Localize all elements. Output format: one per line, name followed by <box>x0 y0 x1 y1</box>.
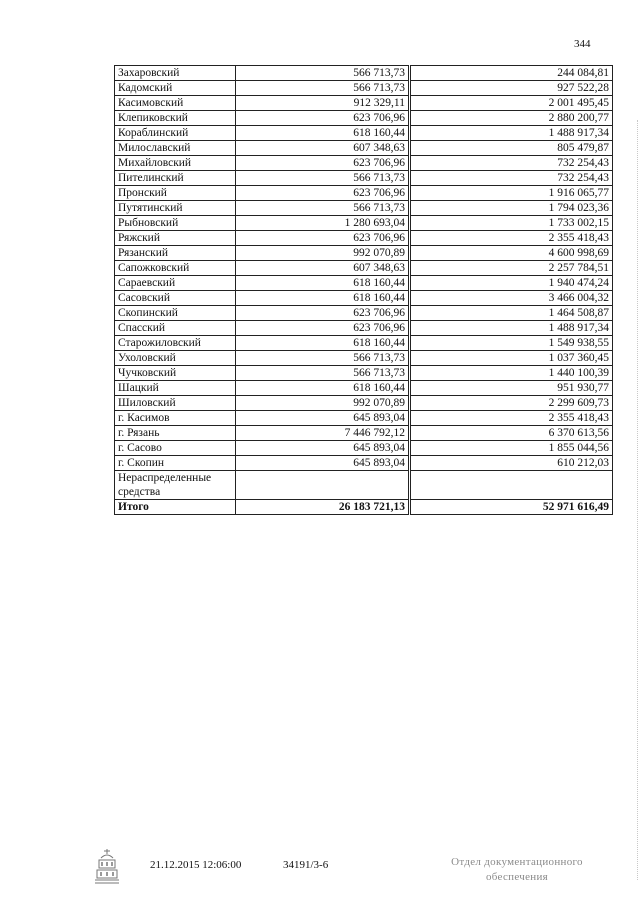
amount-2-cell: 732 254,43 <box>410 171 613 186</box>
table-row <box>115 96 613 111</box>
table-row <box>115 471 613 500</box>
district-name-cell: Пронский <box>115 186 236 201</box>
district-name-cell: г. Скопин <box>115 456 236 471</box>
amount-1-cell: 623 706,96 <box>236 111 410 126</box>
amount-1-cell: 607 348,63 <box>236 261 410 276</box>
district-name-cell: Шацкий <box>115 381 236 396</box>
footer-doc-number: 34191/3-6 <box>283 859 329 871</box>
amount-1-cell: 566 713,73 <box>236 366 410 381</box>
district-name-cell: Старожиловский <box>115 336 236 351</box>
table-total-row <box>115 500 613 515</box>
amount-2-cell: 951 930,77 <box>410 381 613 396</box>
table-row <box>115 156 613 171</box>
amount-2-cell: 2 355 418,43 <box>410 231 613 246</box>
district-name-cell: г. Сасово <box>115 441 236 456</box>
district-name-cell: Чучковский <box>115 366 236 381</box>
amount-2-cell: 1 464 508,87 <box>410 306 613 321</box>
amount-2-cell <box>410 471 613 500</box>
district-name-cell: Кадомский <box>115 81 236 96</box>
amount-1-cell: 566 713,73 <box>236 351 410 366</box>
amount-1-cell: 623 706,96 <box>236 186 410 201</box>
amount-1-cell: 623 706,96 <box>236 306 410 321</box>
district-name-cell: Милославский <box>115 141 236 156</box>
table-row <box>115 186 613 201</box>
district-name-cell: Пителинский <box>115 171 236 186</box>
table-row <box>115 231 613 246</box>
table-row <box>115 396 613 411</box>
amount-2-cell: 2 355 418,43 <box>410 411 613 426</box>
table-row <box>115 246 613 261</box>
table-row <box>115 201 613 216</box>
table-row <box>115 411 613 426</box>
district-name-cell: Сараевский <box>115 276 236 291</box>
district-name-cell: Нераспределенные средства <box>115 471 236 500</box>
table-body <box>115 66 613 515</box>
table-row <box>115 171 613 186</box>
table-row <box>115 126 613 141</box>
amount-1-cell: 645 893,04 <box>236 456 410 471</box>
amount-2-cell: 52 971 616,49 <box>410 500 613 515</box>
amount-1-cell: 992 070,89 <box>236 246 410 261</box>
stamp-line-2: обеспечения <box>485 871 549 883</box>
amount-2-cell: 805 479,87 <box>410 141 613 156</box>
table-row <box>115 81 613 96</box>
amount-1-cell: 618 160,44 <box>236 291 410 306</box>
table-row <box>115 441 613 456</box>
amount-1-cell: 618 160,44 <box>236 126 410 141</box>
amount-2-cell: 2 299 609,73 <box>410 396 613 411</box>
amount-2-cell: 1 440 100,39 <box>410 366 613 381</box>
district-name-cell: Клепиковский <box>115 111 236 126</box>
amount-2-cell: 6 370 613,56 <box>410 426 613 441</box>
amount-1-cell: 566 713,73 <box>236 81 410 96</box>
amount-2-cell: 1 855 044,56 <box>410 441 613 456</box>
district-name-cell: Касимовский <box>115 96 236 111</box>
table-row <box>115 276 613 291</box>
amount-1-cell: 618 160,44 <box>236 336 410 351</box>
amount-1-cell: 1 280 693,04 <box>236 216 410 231</box>
table-row <box>115 426 613 441</box>
district-name-cell: Спасский <box>115 321 236 336</box>
district-name-cell: г. Касимов <box>115 411 236 426</box>
table-row <box>115 141 613 156</box>
district-name-cell: Ухоловский <box>115 351 236 366</box>
district-name-cell: Захаровский <box>115 66 236 81</box>
table-row <box>115 261 613 276</box>
amount-1-cell: 618 160,44 <box>236 276 410 291</box>
table-row <box>115 291 613 306</box>
footer-datetime: 21.12.2015 12:06:00 <box>150 859 242 871</box>
table-row <box>115 381 613 396</box>
table-row <box>115 351 613 366</box>
amount-1-cell: 645 893,04 <box>236 411 410 426</box>
table-row <box>115 366 613 381</box>
amount-2-cell: 4 600 998,69 <box>410 246 613 261</box>
amount-2-cell: 1 488 917,34 <box>410 126 613 141</box>
amount-1-cell: 623 706,96 <box>236 231 410 246</box>
table-row <box>115 111 613 126</box>
table-row <box>115 456 613 471</box>
district-name-cell: Сасовский <box>115 291 236 306</box>
amount-1-cell: 566 713,73 <box>236 66 410 81</box>
amount-1-cell: 618 160,44 <box>236 381 410 396</box>
table-row <box>115 336 613 351</box>
table-row <box>115 321 613 336</box>
amount-1-cell: 623 706,96 <box>236 156 410 171</box>
amount-2-cell: 2 257 784,51 <box>410 261 613 276</box>
department-stamp <box>442 855 592 885</box>
budget-table <box>114 65 613 515</box>
district-name-cell: Рыбновский <box>115 216 236 231</box>
amount-2-cell: 927 522,28 <box>410 81 613 96</box>
amount-2-cell: 1 488 917,34 <box>410 321 613 336</box>
district-name-cell: г. Рязань <box>115 426 236 441</box>
table-row <box>115 306 613 321</box>
amount-2-cell: 1 037 360,45 <box>410 351 613 366</box>
district-name-cell: Шиловский <box>115 396 236 411</box>
amount-2-cell: 3 466 004,32 <box>410 291 613 306</box>
coat-of-arms-icon <box>92 846 122 886</box>
district-name-cell: Итого <box>115 500 236 515</box>
amount-2-cell: 610 212,03 <box>410 456 613 471</box>
district-name-cell: Михайловский <box>115 156 236 171</box>
stamp-line-1: Отдел документационного <box>451 856 583 868</box>
amount-2-cell: 732 254,43 <box>410 156 613 171</box>
amount-1-cell: 992 070,89 <box>236 396 410 411</box>
amount-2-cell: 1 794 023,36 <box>410 201 613 216</box>
amount-1-cell: 566 713,73 <box>236 201 410 216</box>
amount-1-cell: 645 893,04 <box>236 441 410 456</box>
amount-2-cell: 244 084,81 <box>410 66 613 81</box>
amount-1-cell: 26 183 721,13 <box>236 500 410 515</box>
district-name-cell: Ряжский <box>115 231 236 246</box>
district-name-cell: Рязанский <box>115 246 236 261</box>
amount-1-cell: 566 713,73 <box>236 171 410 186</box>
page-number: 344 <box>574 38 591 50</box>
table-row <box>115 66 613 81</box>
amount-1-cell: 912 329,11 <box>236 96 410 111</box>
district-name-cell: Кораблинский <box>115 126 236 141</box>
district-name-cell: Путятинский <box>115 201 236 216</box>
amount-2-cell: 1 940 474,24 <box>410 276 613 291</box>
amount-2-cell: 2 001 495,45 <box>410 96 613 111</box>
amount-1-cell: 623 706,96 <box>236 321 410 336</box>
amount-2-cell: 2 880 200,77 <box>410 111 613 126</box>
district-name-cell: Скопинский <box>115 306 236 321</box>
amount-2-cell: 1 549 938,55 <box>410 336 613 351</box>
amount-1-cell: 7 446 792,12 <box>236 426 410 441</box>
district-name-cell: Сапожковский <box>115 261 236 276</box>
amount-1-cell <box>236 471 410 500</box>
amount-1-cell: 607 348,63 <box>236 141 410 156</box>
amount-2-cell: 1 733 002,15 <box>410 216 613 231</box>
table-row <box>115 216 613 231</box>
scan-edge <box>633 120 638 880</box>
amount-2-cell: 1 916 065,77 <box>410 186 613 201</box>
